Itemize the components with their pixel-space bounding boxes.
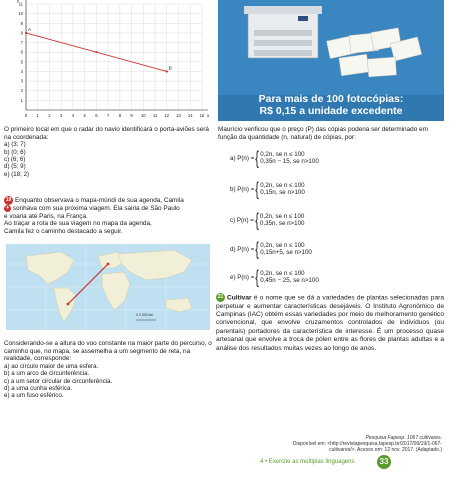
q20-option-e-case1: 0,2n, se n ≤ 100 [260,270,305,277]
x-tick-label: 8 [118,113,122,118]
x-tick-label: 4 [71,113,75,118]
q20-option-a-case2: 0,35n − 15, se n>100 [260,158,319,166]
left-option-b: b) (0; 6) [4,148,26,156]
page-footer-text: 4 • Exercite as múltiplas linguagens [260,459,355,465]
q20-option-c-case1: 0,2n, se n ≤ 100 [259,213,305,220]
left-option-d: d) (5; 9) [4,163,26,171]
left-option-e: e) (18; 2) [4,170,30,178]
source-line1: Pesquisa Fapesp. 1067 cultivares. [365,435,442,441]
q19-option-b: b) a um arco de circunferência. [4,370,90,378]
route-point [95,51,97,53]
q19-option-c: c) a um setor circular de circunferência. [4,377,113,385]
x-tick-label: 1 [36,113,39,118]
q19-line3: e voaria até Paris, na França. [4,212,88,220]
q19-line4: Ao traçar a rota de sua viagem no mapa da agenda, [4,220,152,228]
page-number: 33 [377,455,391,469]
question-21 [216,293,444,353]
y-tick-label: 2 [20,88,23,94]
question-19 [4,196,212,236]
map-scale-label: 0 3.000 km [136,313,154,317]
q20-option-d: d) P(n) = { 0,2n, se n ≤ 100 0,15n+5, se n>100 [230,239,312,260]
q20-option-a: a) P(n) = { 0,2n, se n ≤ 100 0,35n − 15, se n>100 [230,148,319,169]
plane-icon: ✈ [5,205,10,211]
q20-option-e-label: e) P(n) = [230,273,255,281]
q20-option-c-case2: 0,35n, se n>100 [259,220,305,228]
x-tick-label: 13 [176,113,181,118]
q20-option-a-case1: 0,2n, se n ≤ 100 [260,151,305,158]
q20-option-c-label: c) P(n) = [230,216,254,224]
y-tick-label: 9 [20,20,23,26]
point-label: B [168,65,172,71]
q20-option-e: e) P(n) = { 0,2n, se n ≤ 100 0,45n − 25, se n>100 [230,267,319,288]
left-options [4,141,212,178]
x-tick-label: 0 [24,113,28,118]
q19-option-a: a) ao círculo maior de uma esfera. [4,362,99,370]
x-tick-label: 6 [95,113,98,118]
q21-term: Cultivar [227,294,252,302]
source-line3: cultivares/>. Acesso em: 12 nov. 2017. (Adaptado.) [329,447,442,453]
x-tick-label: 14 [187,113,193,118]
q20-option-d-case1: 0,2n, se n ≤ 100 [260,242,305,249]
y-tick-label: 11 [18,1,23,7]
x-tick-label: 2 [48,113,51,118]
q19-line1: Enquanto observava o mapa-múndi de sua agenda, Camila [15,197,184,205]
ad-caption [218,93,444,117]
x-tick-label: 9 [130,113,133,118]
point-label: A [28,26,32,32]
photocopy-ad [218,0,444,121]
q20-option-d-case2: 0,15n+5, se n>100 [260,249,312,257]
question-21-badge: 21 [217,294,224,300]
x-tick-label: 15 [199,113,205,118]
x-tick-label: 3 [60,113,63,118]
q21-text: é o nome que se dá a variedades de plantas selecionadas para perpetuar e aumentar características desejáveis. O Instituto Agronômico de Campinas (IAC) obtém essas variedades por meio de melhoramento genético convencional, que envolve cruzamentos controlados de indivíduos (ou parentais) portadores da característica de interesse. É um processo quase artesanal que envolve a troca de pólen entre as flores de plantas adultas e a análise dos resultados muitas vezes ao longo de anos. [216,294,444,352]
q19-option-d: d) a uma cunha esférica. [4,385,73,392]
q20-option-b-case1: 0,2n, se n ≤ 100 [260,182,305,189]
y-tick-label: 4 [20,68,23,74]
route-point [25,32,27,34]
q19-option-e: e) a um fuso esférico. [4,392,64,400]
coordinate-chart [14,0,214,122]
ad-line1: Para mais de 100 fotocópias: [258,93,404,105]
q20-option-b-label: b) P(n) = [230,185,255,193]
q20-option-d-label: d) P(n) = [230,245,255,253]
q19-line2: sonhava com sua próxima viagem. Ela sairia de São Paulo [12,205,180,213]
y-tick-label: 3 [20,78,23,84]
route-point [166,70,168,72]
ad-line2: R$ 0,15 a unidade excedente [259,105,403,117]
x-axis-letter: x [207,113,210,118]
q20-option-c: c) P(n) = { 0,2n, se n ≤ 100 0,35n, se n>100 [230,210,305,231]
source-line2: Disponível em: <http://revistapesquisa.fapesp.br/2017/09/19/1-067- [292,441,442,447]
question-19-badge: 19 [5,197,12,203]
y-tick-label: 5 [20,59,23,65]
q19-after: Considerando-se a altura do voo constante na maior parte do percurso, o caminho que, no mapa, se assemelha a um segmento de reta, na realidade, corresponde: [4,340,212,363]
world-map [6,244,210,330]
x-tick-label: 10 [140,113,146,118]
x-tick-label: 7 [106,113,110,118]
y-tick-label: 7 [20,40,23,46]
x-tick-label: 11 [152,113,158,118]
q20-option-e-case2: 0,45n − 25, se n>100 [260,277,319,285]
x-tick-label: 12 [164,113,170,118]
question-19-continuation [4,340,212,400]
q20-option-a-label: a) P(n) = [230,154,255,162]
left-question [4,126,212,178]
y-tick-label: 1 [20,97,23,103]
y-tick-label: 10 [18,11,23,17]
photocopier-illustration [218,0,444,95]
left-option-a: a) (3; 7) [4,141,26,149]
y-tick-label: 8 [20,30,23,36]
q20-option-b-case2: 0,15n, se n>100 [260,189,305,197]
y-tick-label: 6 [20,49,23,55]
q19-line5: Camila fez o caminho destacado a seguir. [4,227,123,235]
question-20-stem: Maurício verificou que o preço (P) das cópias poderia ser determinado em função da quantidade (n, natural) de cópias, por: [218,126,428,141]
left-option-c: c) (6; 6) [4,156,26,163]
y-axis-letter: y [17,0,20,3]
q19-options [4,363,212,400]
left-question-stem: O primeiro local em que o radar do navio identificará o porta-aviões será na coordenada: [4,126,209,141]
source-citation [250,435,442,453]
x-tick-label: 5 [83,113,86,118]
q20-option-b: b) P(n) = { 0,2n, se n ≤ 100 0,15n, se n>100 [230,179,305,200]
